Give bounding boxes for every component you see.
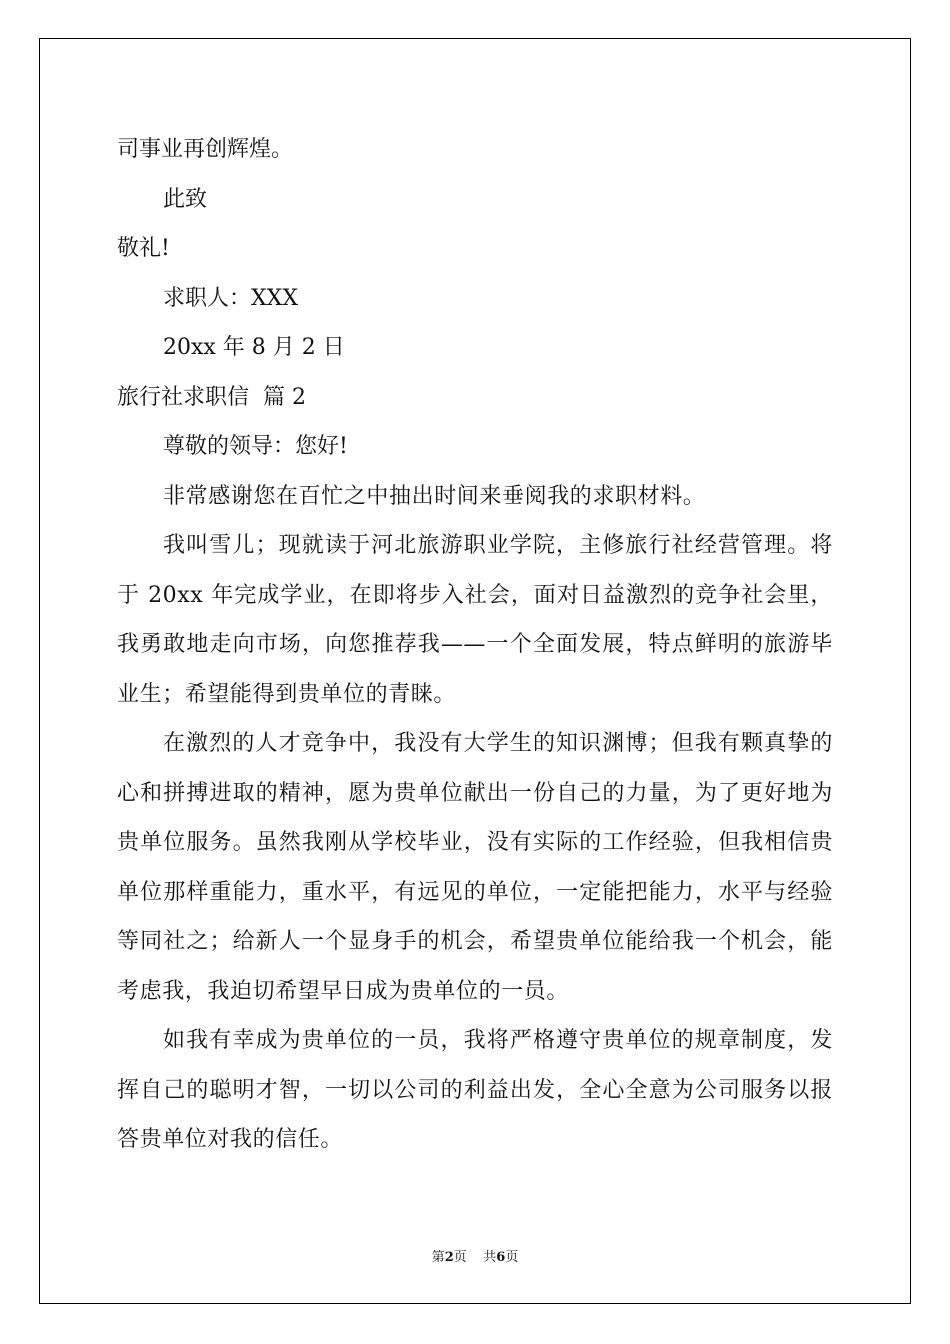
- paragraph-thanks: 非常感谢您在百忙之中抽出时间来垂阅我的求职材料。: [163, 483, 706, 509]
- closing-fragment: 司事业再创辉煌。: [117, 137, 294, 162]
- page-footer: [0, 1246, 950, 1265]
- footer-suffix: 页: [505, 1250, 519, 1265]
- section-title: 旅行社求职信 篇 2: [117, 384, 306, 410]
- paragraph-competition: 在激烈的人才竞争中，我没有大学生的知识渊博；但我有颗真挚的心和拼搏进取的精神，愿为贵单位献出一份自己的力量，为了更好地为贵单位服务。虽然我刚从学校毕业，没有实际的工作经验，但我相信贵单位那样重能力，重水平，有远见的单位，一定能把能力，水平与经验等同社之；给新人一个显身手的机会，希望贵单位能给我一个机会，能考虑我，我迫切希望早日成为贵单位的一员。: [117, 731, 833, 1004]
- footer-page-total: 6: [496, 1250, 506, 1265]
- footer-page-current: 2: [444, 1250, 454, 1265]
- footer-mid: 页 共: [453, 1250, 497, 1265]
- footer-prefix: 第: [431, 1250, 445, 1265]
- document-body: [117, 125, 833, 1165]
- applicant-signature: 求职人：XXX: [163, 285, 298, 311]
- salutation-close: 此致: [163, 186, 208, 212]
- regards: 敬礼!: [117, 236, 170, 261]
- paragraph-commitment: 如我有幸成为贵单位的一员，我将严格遵守贵单位的规章制度，发挥自己的聪明才智，一切以公司的利益出发，全心全意为公司服务以报答贵单位对我的信任。: [117, 1028, 833, 1152]
- letter-date: 20xx 年 8 月 2 日: [163, 335, 345, 360]
- paragraph-introduction: 我叫雪儿；现就读于河北旅游职业学院，主修旅行社经营管理。将于 20xx 年完成学业，在即将步入社会，面对日益激烈的竞争社会里，我勇敢地走向市场，向您推荐我——一个全面发展，特点鲜明的旅游毕业生；希望能得到贵单位的青睐。: [117, 533, 833, 707]
- greeting: 尊敬的领导：您好!: [163, 434, 348, 459]
